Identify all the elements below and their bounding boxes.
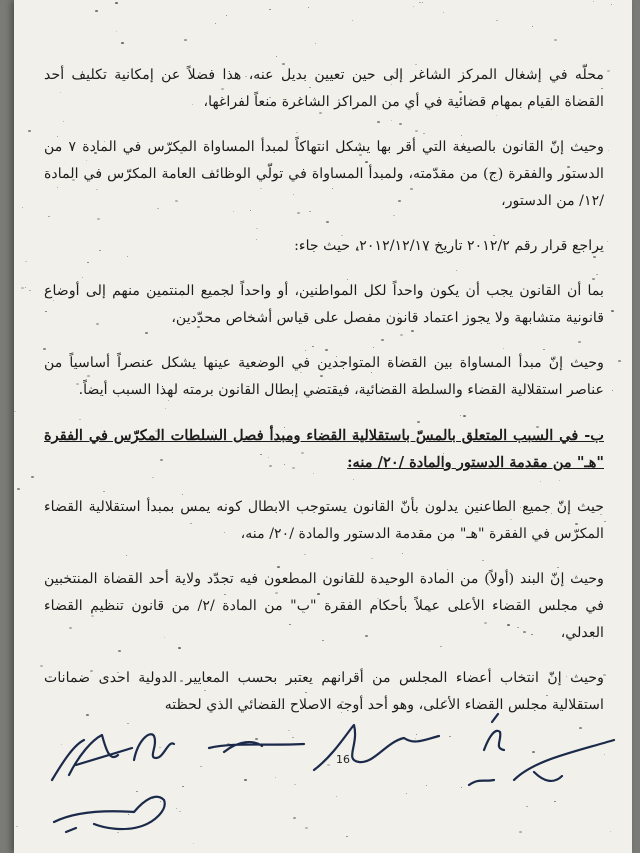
paragraph-5: وحيث إنّ مبدأ المساواة بين القضاة المتواجدين في الوضعية عينها يشكل عنصراً أساسياً من عناصر استقلالية القضاء والسلطة القضائية، فيقتضي إبطال القانون برمته لهذا السبب أيضاً.	[44, 355, 604, 398]
speckle	[352, 20, 353, 21]
paragraph-7: وحيث إنّ البند (أولاً) من المادة الوحيدة للقانون المطعون فيه تجدّد ولاية أحد القضاة المنتخبين في مجلس القضاء الأعلى عملاً بأحكام الفقرة "ب" من المادة /٢/ من قانون تنظيم القضاء العدلي،	[44, 571, 604, 641]
signature-6	[469, 740, 614, 785]
speckle	[593, 1, 594, 2]
speckle	[422, 2, 423, 3]
speckle	[554, 39, 557, 41]
speckle	[419, 2, 421, 3]
speckle	[269, 9, 271, 10]
signatures-area	[14, 700, 632, 853]
speckle	[226, 15, 227, 16]
speckle	[276, 56, 277, 57]
speckle	[443, 12, 444, 13]
paragraph-2: وحيث إنّ القانون بالصيغة التي أقر بها يشكل انتهاكاً لمبدأ المساواة المكرّس في المادة ٧ من الدستور والفقرة (ج) من مقدّمته، ولمبدأ المساواة في تولّي الوظائف العامة المكرّس في المادة /١٢/ من الدستور،	[44, 139, 604, 209]
speckle	[215, 23, 216, 24]
signature-1	[52, 735, 132, 780]
paragraph-8: وحيث إنّ انتخاب أعضاء المجلس من أقرانهم يعتبر بحسب المعايير الدولية احدى ضمانات استقلالية مجلس القضاء الأعلى، وهو أحد أوجه الاصلاح القضائي الذي لحظته	[44, 670, 604, 713]
speckle	[115, 2, 118, 4]
speckle	[607, 241, 608, 242]
speckle	[14, 411, 16, 412]
signature-4	[314, 725, 439, 770]
page-number: 16	[336, 753, 350, 766]
signature-7	[54, 797, 165, 829]
speckle	[611, 4, 612, 5]
speckle	[612, 390, 613, 391]
speckle	[611, 310, 614, 312]
speckle	[31, 476, 34, 478]
speckle	[607, 70, 610, 72]
signature-2	[134, 734, 174, 760]
speckle	[184, 39, 187, 41]
speckle	[29, 290, 31, 291]
paragraph-1: محلّه في إشغال المركز الشاغر إلى حين تعيين بديل عنه، هذا فضلاً عن إمكانية تكليف أحد القضاة القيام بمهام قضائية في أي من المراكز الشاغرة منعاً لفراغها،	[44, 67, 604, 110]
document-page	[14, 0, 632, 853]
speckle	[608, 150, 609, 151]
speckle	[618, 360, 621, 362]
speckle	[25, 287, 26, 288]
speckle	[496, 20, 498, 21]
paragraph-4: بما أن القانون يجب أن يكون واحداً لكل المواطنين، أو واحداً لجميع المنتمين منهم إلى أوضاع قانونية متشابهة ولا يجوز اعتماد قانون مفصل على قياس أشخاص محدّدين،	[44, 283, 604, 326]
speckle	[116, 31, 117, 32]
document-body	[44, 62, 604, 737]
speckle	[21, 287, 24, 289]
speckle	[17, 488, 20, 490]
signature-5	[484, 714, 504, 750]
speckle	[308, 7, 309, 8]
speckle	[315, 43, 316, 44]
speckle	[28, 130, 31, 132]
speckle	[22, 207, 23, 208]
speckle	[413, 6, 414, 7]
speckle	[604, 521, 606, 522]
signature-7-stroke	[66, 828, 76, 832]
speckle	[40, 665, 43, 667]
speckle	[25, 261, 27, 262]
signature-3	[209, 742, 304, 752]
speckle	[95, 10, 98, 12]
paragraph-6: حيث إنّ جميع الطاعنين يدلون بأنّ القانون يستوجب الابطال كونه يمس بمبدأ استقلالية القضاء المكرّس في الفقرة "هـ" من مقدمة الدستور والمادة /٢٠/ منه،	[44, 499, 604, 542]
speckle	[532, 26, 533, 27]
speckle	[121, 42, 124, 44]
paragraph-3: يراجع قرار رقم ٢٠١٢/٢ تاريخ ٢٠١٢/١٢/١٧، حيث جاء:	[294, 238, 604, 254]
section-heading-b: ب- في السبب المتعلق بالمسّ باستقلالية القضاء ومبدأ فصل السلطات المكرّس في الفقرة "هـ" من مقدمة الدستور والمادة /٢٠/ منه:	[44, 427, 604, 471]
